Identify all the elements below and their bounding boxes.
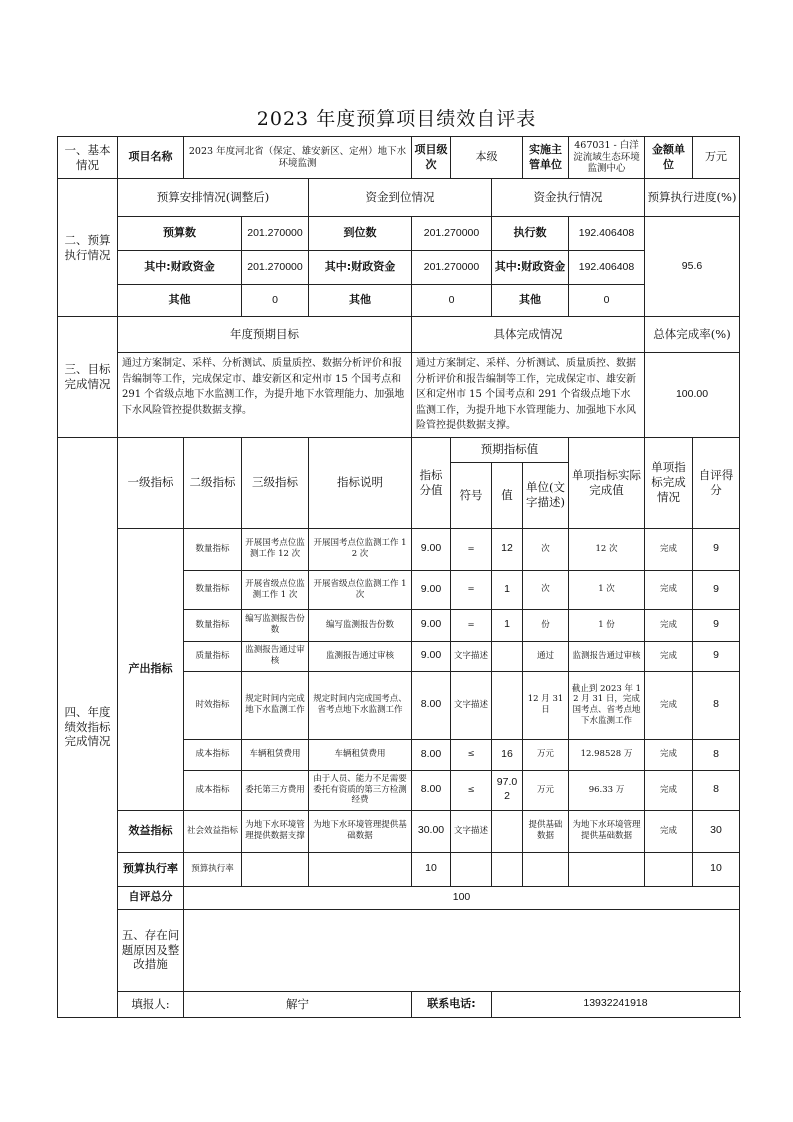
score-cell: 30.00 (412, 810, 451, 852)
level1-header: 一级指标 (118, 437, 184, 528)
self-score-cell: 9 (693, 641, 740, 671)
self-score-cell: 8 (693, 770, 740, 810)
desc-cell: 开展国考点位监测工作 12 次 (309, 528, 412, 570)
section-budget: 二、预算执行情况 (58, 179, 118, 317)
symbol-cell: = (451, 609, 492, 641)
actual-cell: 为地下水环境管理提供基础数据 (569, 810, 645, 852)
executed-value: 192.406408 (569, 217, 645, 251)
self-score-header: 自评得分 (693, 437, 740, 528)
symbol-cell: 文字描述 (451, 641, 492, 671)
implementing-unit: 467031 - 白洋淀流域生态环境监测中心 (569, 137, 645, 179)
symbol-cell: = (451, 570, 492, 609)
status-cell: 完成 (645, 671, 693, 739)
filler-name: 解宁 (184, 991, 412, 1017)
fiscal-budget-value: 201.270000 (242, 251, 309, 285)
level2-cell: 时效指标 (184, 671, 242, 739)
status-cell: 完成 (645, 528, 693, 570)
unit-header: 单位(文字描述) (523, 462, 569, 528)
arrived-value: 201.270000 (412, 217, 492, 251)
benefit-row (58, 810, 740, 852)
actual-cell: 96.33 万 (569, 770, 645, 810)
unit-cell: 次 (523, 570, 569, 609)
budget-value: 201.270000 (242, 217, 309, 251)
project-name: 2023 年度河北省（保定、雄安新区、定州）地下水环境监测 (184, 137, 412, 179)
value-cell (492, 810, 523, 852)
unit-cell: 通过 (523, 641, 569, 671)
symbol-cell: ≤ (451, 739, 492, 770)
level2-cell: 数量指标 (184, 609, 242, 641)
filler-label: 填报人: (118, 991, 184, 1017)
level2-cell: 数量指标 (184, 570, 242, 609)
fiscal-executed-value: 192.406408 (569, 251, 645, 285)
exec-rate-label: 预算执行率 (118, 852, 184, 886)
level2-cell: 社会效益指标 (184, 810, 242, 852)
benefit-indicator-label: 效益指标 (118, 810, 184, 852)
level2-cell: 成本指标 (184, 739, 242, 770)
other-budget-value: 0 (242, 285, 309, 317)
level3-cell: 规定时间内完成地下水监测工作 (242, 671, 309, 739)
symbol-cell: 文字描述 (451, 671, 492, 739)
level3-header: 三级指标 (242, 437, 309, 528)
actual-cell: 1 份 (569, 609, 645, 641)
desc-cell: 车辆租赁费用 (309, 739, 412, 770)
exec-progress-header: 预算执行进度(%) (645, 179, 740, 217)
funds-arrive-header: 资金到位情况 (309, 179, 492, 217)
desc-cell: 监测报告通过审核 (309, 641, 412, 671)
symbol-cell: ≤ (451, 770, 492, 810)
actual-completion-header: 具体完成情况 (412, 317, 645, 353)
executed-label: 执行数 (492, 217, 569, 251)
status-cell: 完成 (645, 570, 693, 609)
status-cell: 完成 (645, 739, 693, 770)
score-cell: 10 (412, 852, 451, 886)
self-score-cell: 9 (693, 528, 740, 570)
other-budget-label: 其他 (118, 285, 242, 317)
self-score-cell: 8 (693, 739, 740, 770)
self-score-cell: 30 (693, 810, 740, 852)
desc-cell: 为地下水环境管理提供基础数据 (309, 810, 412, 852)
exec-rate-row (58, 852, 740, 886)
phone-number: 13932241918 (492, 991, 740, 1017)
issues-row (58, 909, 740, 991)
section-indicators: 四、年度绩效指标完成情况 (58, 437, 118, 1017)
indicator-header-row-1 (58, 437, 740, 462)
amount-unit-label: 金额单位 (645, 137, 693, 179)
fiscal-row (58, 251, 740, 285)
project-level: 本级 (451, 137, 523, 179)
funds-exec-header: 资金执行情况 (492, 179, 645, 217)
basic-info-row (58, 137, 740, 179)
status-cell: 完成 (645, 810, 693, 852)
value-header: 值 (492, 462, 523, 528)
budget-arrange-header: 预算安排情况(调整后) (118, 179, 309, 217)
fiscal-arrived-value: 201.270000 (412, 251, 492, 285)
level2-cell: 数量指标 (184, 528, 242, 570)
other-executed-label: 其他 (492, 285, 569, 317)
page-title: 2023 年度预算项目绩效自评表 (256, 108, 537, 130)
section-basic: 一、基本情况 (58, 137, 118, 179)
amount-unit: 万元 (693, 137, 740, 179)
other-executed-value: 0 (569, 285, 645, 317)
overall-rate: 100.00 (645, 353, 740, 438)
level3-cell: 委托第三方费用 (242, 770, 309, 810)
score-header: 指标分值 (412, 437, 451, 528)
score-cell: 9.00 (412, 528, 451, 570)
budget-label: 预算数 (118, 217, 242, 251)
desc-cell: 编写监测报告份数 (309, 609, 412, 641)
value-cell: 12 (492, 528, 523, 570)
level3-cell: 监测报告通过审核 (242, 641, 309, 671)
project-level-label: 项目级次 (412, 137, 451, 179)
actual-cell: 截止到 2023 年 12 月 31 日，完成国考点、省考点地下水监测工作 (569, 671, 645, 739)
value-cell: 97.02 (492, 770, 523, 810)
score-cell: 9.00 (412, 641, 451, 671)
actual-completion-text: 通过方案制定、采样、分析测试、质量质控、数据分析评价和报告编制等工作，完成保定市、雄安新区和定州市 15 个国考点和 291 个省级点地下水监测工作，为提升地下水管理能力、加强地下水风险管控提供数据支撑。 (412, 353, 645, 438)
footer-row (58, 991, 740, 1017)
symbol-cell: = (451, 528, 492, 570)
unit-cell: 份 (523, 609, 569, 641)
fiscal-executed-label: 其中:财政资金 (492, 251, 569, 285)
arrived-label: 到位数 (309, 217, 412, 251)
total-row (58, 886, 740, 909)
score-cell: 8.00 (412, 739, 451, 770)
level2-cell: 质量指标 (184, 641, 242, 671)
self-score-cell: 10 (693, 852, 740, 886)
level3-cell: 车辆租赁费用 (242, 739, 309, 770)
actual-cell: 12 次 (569, 528, 645, 570)
unit-cell: 万元 (523, 770, 569, 810)
level2-header: 二级指标 (184, 437, 242, 528)
score-cell: 8.00 (412, 770, 451, 810)
exec-progress: 95.6 (645, 217, 740, 317)
score-cell: 9.00 (412, 609, 451, 641)
self-score-cell: 8 (693, 671, 740, 739)
overall-rate-header: 总体完成率(%) (645, 317, 740, 353)
desc-header: 指标说明 (309, 437, 412, 528)
actual-cell: 监测报告通过审核 (569, 641, 645, 671)
value-cell: 1 (492, 570, 523, 609)
budget-header-row (58, 179, 740, 217)
goal-header-row (58, 317, 740, 353)
status-cell: 完成 (645, 770, 693, 810)
evaluation-table (57, 136, 740, 1018)
total-score-label: 自评总分 (118, 886, 184, 909)
actual-value-header: 单项指标实际完成值 (569, 437, 645, 528)
desc-cell: 由于人员、能力不足需要委托有资质的第三方检测经费 (309, 770, 412, 810)
unit-cell: 次 (523, 528, 569, 570)
other-arrived-value: 0 (412, 285, 492, 317)
total-score: 100 (184, 886, 740, 909)
status-cell: 完成 (645, 641, 693, 671)
unit-cell: 12 月 31 日 (523, 671, 569, 739)
project-name-label: 项目名称 (118, 137, 184, 179)
section-issues: 五、存在问题原因及整改措施 (118, 909, 184, 991)
goal-row (58, 353, 740, 438)
expected-value-header: 预期指标值 (451, 437, 569, 462)
unit-label: 实施主管单位 (523, 137, 569, 179)
level2-cell: 预算执行率 (184, 852, 242, 886)
status-cell: 完成 (645, 609, 693, 641)
unit-cell: 提供基础数据 (523, 810, 569, 852)
other-arrived-label: 其他 (309, 285, 412, 317)
desc-cell: 规定时间内完成国考点、省考点地下水监测工作 (309, 671, 412, 739)
symbol-cell: 文字描述 (451, 810, 492, 852)
value-cell (492, 671, 523, 739)
self-score-cell: 9 (693, 609, 740, 641)
level3-cell: 开展省级点位监测工作 1 次 (242, 570, 309, 609)
phone-label: 联系电话: (412, 991, 492, 1017)
value-cell (492, 641, 523, 671)
value-cell: 1 (492, 609, 523, 641)
actual-cell: 1 次 (569, 570, 645, 609)
budget-row (58, 217, 740, 251)
symbol-header: 符号 (451, 462, 492, 528)
level2-cell: 成本指标 (184, 770, 242, 810)
level3-cell: 开展国考点位监测工作 12 次 (242, 528, 309, 570)
table-row (58, 528, 740, 570)
value-cell: 16 (492, 739, 523, 770)
level3-cell: 编写监测报告份数 (242, 609, 309, 641)
other-row (58, 285, 740, 317)
level3-cell: 为地下水环境管理提供数据支撑 (242, 810, 309, 852)
output-indicator-label: 产出指标 (118, 528, 184, 810)
self-score-cell: 9 (693, 570, 740, 609)
expected-goal-text: 通过方案制定、采样、分析测试、质量质控、数据分析评价和报告编制等工作，完成保定市、雄安新区和定州市 15 个国考点和 291 个省级点地下水监测工作，为提升地下水管理能力、加强地下水风险管控提供数据支撑。 (118, 353, 412, 438)
section-goal: 三、目标完成情况 (58, 317, 118, 438)
actual-cell: 12.98528 万 (569, 739, 645, 770)
score-cell: 8.00 (412, 671, 451, 739)
status-header: 单项指标完成情况 (645, 437, 693, 528)
unit-cell: 万元 (523, 739, 569, 770)
expected-goal-header: 年度预期目标 (118, 317, 412, 353)
fiscal-budget-label: 其中:财政资金 (118, 251, 242, 285)
issues-text (184, 909, 740, 991)
score-cell: 9.00 (412, 570, 451, 609)
desc-cell: 开展省级点位监测工作 1 次 (309, 570, 412, 609)
fiscal-arrived-label: 其中:财政资金 (309, 251, 412, 285)
